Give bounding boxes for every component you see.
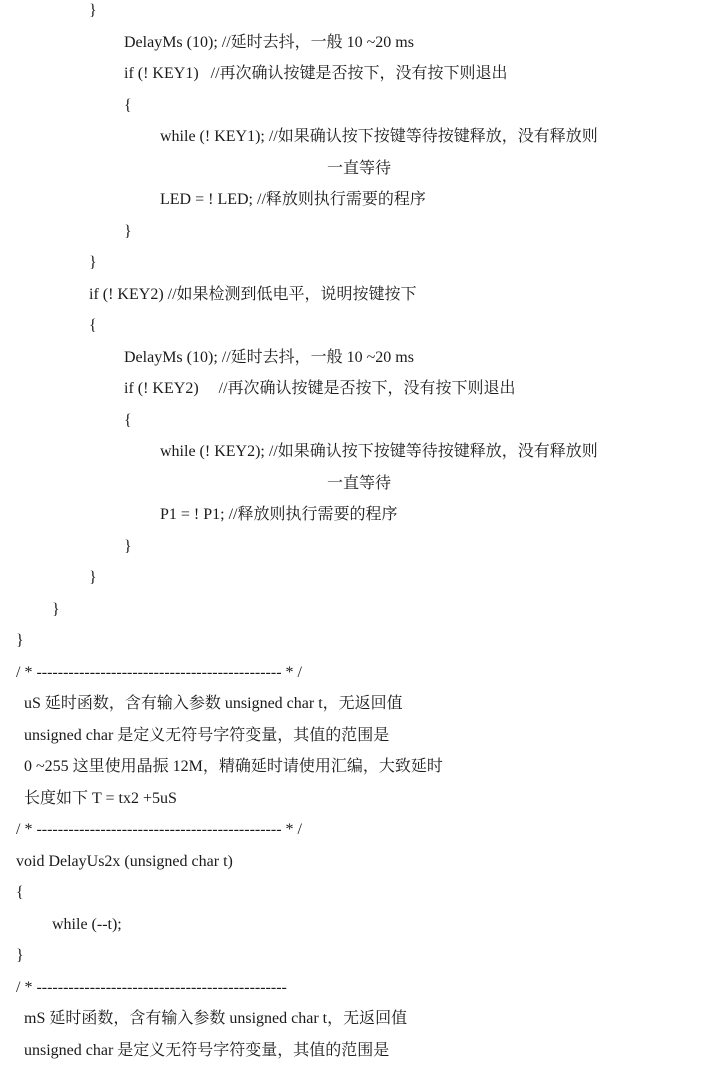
code-line: }	[16, 632, 24, 649]
code-line: DelayMs (10); //延时去抖，一般 10 ~20 ms	[124, 34, 414, 51]
comment-divider: / * -----------------------------------------------	[16, 979, 287, 996]
code-line: }	[124, 223, 132, 240]
comment-text: 长度如下 T = tx2 +5uS	[24, 790, 177, 807]
code-line: 一直等待	[327, 475, 392, 492]
code-line: 一直等待	[327, 160, 392, 177]
code-line: void DelayUs2x (unsigned char t)	[16, 853, 233, 870]
code-line: }	[89, 254, 97, 271]
code-line: if (! KEY2) //再次确认按键是否按下，没有按下则退出	[124, 380, 516, 397]
comment-text: unsigned char 是定义无符号字符变量，其值的范围是	[24, 727, 390, 744]
comment-divider: / * ---------------------------------------------- * /	[16, 664, 302, 681]
code-line: }	[16, 947, 24, 964]
code-line: {	[124, 97, 132, 114]
code-line: while (! KEY2); //如果确认按下按键等待按键释放，没有释放则	[160, 443, 598, 460]
comment-text: unsigned char 是定义无符号字符变量，其值的范围是	[24, 1042, 390, 1059]
code-line: while (! KEY1); //如果确认按下按键等待按键释放，没有释放则	[160, 128, 598, 145]
comment-text: 0 ~255 这里使用晶振 12M，精确延时请使用汇编，大致延时	[24, 758, 443, 775]
code-line: LED = ! LED; //释放则执行需要的程序	[160, 191, 426, 208]
code-line: {	[89, 317, 97, 334]
code-line: }	[89, 2, 97, 19]
comment-text: uS 延时函数，含有输入参数 unsigned char t，无返回值	[24, 695, 403, 712]
comment-divider: / * ---------------------------------------------- * /	[16, 821, 302, 838]
code-line: }	[89, 569, 97, 586]
code-line: {	[16, 884, 24, 901]
code-line: }	[52, 601, 60, 618]
code-line: if (! KEY2) //如果检测到低电平，说明按键按下	[89, 286, 417, 303]
code-line: }	[124, 538, 132, 555]
code-line: {	[124, 412, 132, 429]
code-line: while (--t);	[52, 916, 122, 933]
code-line: P1 = ! P1; //释放则执行需要的程序	[160, 506, 398, 523]
comment-text: mS 延时函数，含有输入参数 unsigned char t，无返回值	[24, 1010, 408, 1027]
code-line: if (! KEY1) //再次确认按键是否按下，没有按下则退出	[124, 65, 508, 82]
code-line: DelayMs (10); //延时去抖，一般 10 ~20 ms	[124, 349, 414, 366]
